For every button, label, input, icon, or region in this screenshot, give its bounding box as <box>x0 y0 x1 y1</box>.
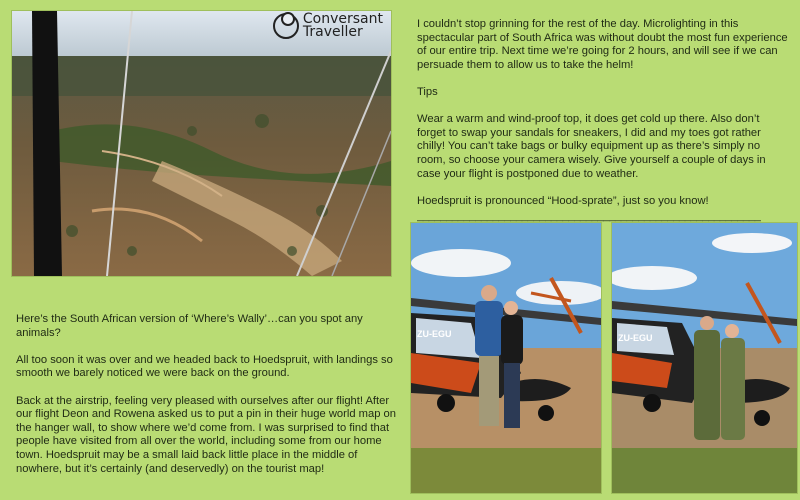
registration-text-1: ZU-EGU <box>417 329 452 339</box>
logo-mark-icon <box>273 13 299 39</box>
divider-line: ___________________________________________________________ <box>417 209 761 222</box>
closing-paragraph: I couldn’t stop grinning for the rest of the day. Microlighting in this spectacular part of South Africa was without doubt the most fun experience of our entire trip. Next time we’re going for 2 hours, and will see if we can persuade them to allow us to take the helm! <box>417 18 788 71</box>
microlight-photo-1 <box>410 222 602 494</box>
aerial-photo <box>11 10 392 277</box>
logo-line-2: Traveller <box>302 24 363 40</box>
conversant-traveller-logo <box>273 13 383 39</box>
tips-heading: Tips <box>417 85 438 98</box>
pronunciation-note: Hoedspruit is pronounced “Hood-sprate”, just so you know! <box>417 194 709 207</box>
registration-text-2: ZU-EGU <box>618 333 653 343</box>
left-text-column <box>16 313 396 490</box>
tips-body: Wear a warm and wind-proof top, it does get cold up there. Also don’t forget to swap your sandals for sneakers, I did and my toes got rather chilly! You can’t take bags or bulky equipment up as there’s simply no room, so choose your camera wisely. Give yourself a couple of days in case your flight is postponed due to weather. <box>417 113 766 180</box>
airstrip-paragraph: Back at the airstrip, feeling very pleased with ourselves after our flight! After our flight Deon and Rowena asked us to put a pin in their huge world map on the hanger wall, to show where we’d come from. I was surprised to find that people have visited from all over the world, including some from our home town. Hoedspruit may be a small laid back little place in the middle of nowhere, but it’s certainly (and deservedly) on the tourist map! <box>16 394 396 475</box>
right-text-column <box>417 18 789 224</box>
landing-paragraph: All too soon it was over and we headed back to Hoedspruit, with landings so smooth we barely noticed we were back on the ground. <box>16 353 393 380</box>
microlight-photo-2 <box>611 222 798 494</box>
wheres-wally-paragraph: Here’s the South African version of ‘Where’s Wally’…can you spot any animals? <box>16 313 363 339</box>
logo-line-1: Conversant <box>302 11 383 27</box>
